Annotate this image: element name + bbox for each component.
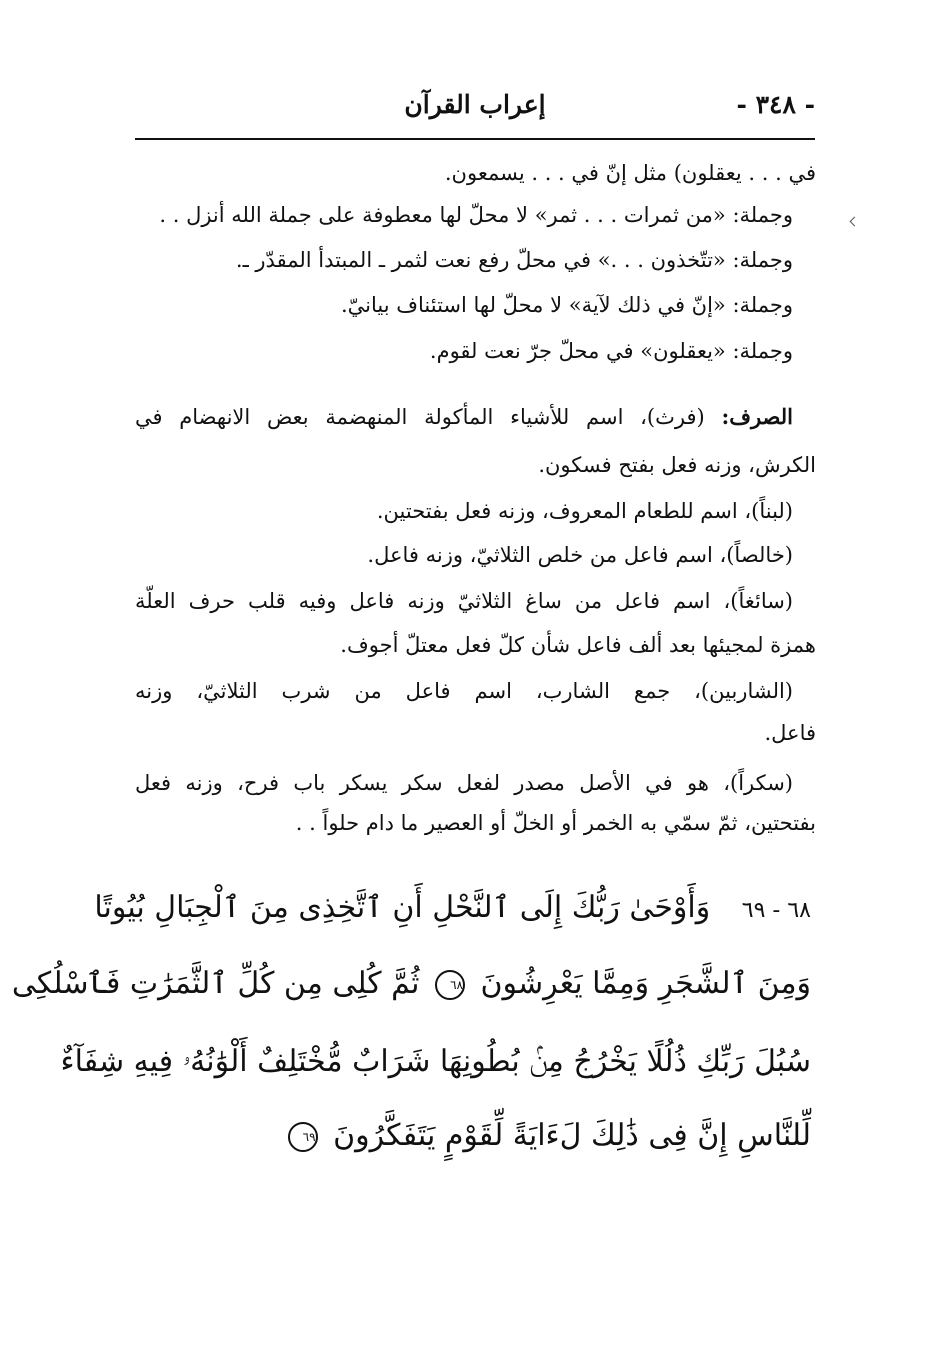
verse-text: وَمِنَ ٱلشَّجَرِ وَمِمَّا يَعْرِشُونَ [480,966,811,1001]
sarf-line-3: (لبناً)، اسم للطعام المعروف، وزنه فعل بفتحتين. [376,499,793,523]
sarf-line-1 [135,402,793,432]
margin-tick-icon [850,217,860,227]
body-line: في . . . يعقلون) مثل إنّ في . . . يسمعون. [444,161,816,185]
verse-text: ثُمَّ كُلِى مِن كُلِّ ٱلثَّمَرَٰتِ فَٱسْلُكِى [11,966,420,1001]
page-header [135,88,815,128]
book-title: إعراب القرآن [404,90,546,119]
sarf-line-10: بفتحتين، ثمّ سمّي به الخمر أو الخلّ أو العصير ما دام حلواً . . [295,811,816,835]
body-line: وجملة: «تتّخذون . . .» في محلّ رفع نعت لثمر ـ المبتدأ المقدّر ـ. [235,248,793,272]
ayah-end-marker-icon: ٦٨ [435,970,465,1000]
quran-verse-line-3: سُبُلَ رَبِّكِ ذُلُلًا يَخْرُجُ مِنۢ بُطُونِهَا شَرَابٌ مُّخْتَلِفٌ أَلْوَٰنُهُۥ فِيهِ شِفَآءٌ [60,1044,811,1079]
page-number: - ٣٤٨ - [736,90,815,119]
sarf-line-2: الكرش، وزنه فعل بفتح فسكون. [538,453,816,477]
verse-number-label: ٦٨ - ٦٩ [741,898,811,923]
verse-text: لِّلنَّاسِ إِنَّ فِى ذَٰلِكَ لَءَايَةً لِّقَوْمٍ يَتَفَكَّرُونَ [333,1118,811,1153]
verse-text: وَأَوْحَىٰ رَبُّكَ إِلَى ٱلنَّحْلِ أَنِ ٱتَّخِذِى مِنَ ٱلْجِبَالِ بُيُوتًا [94,890,711,925]
sarf-text: (فرث)، اسم للأشياء المأكولة المنهضمة بعض الانهضام في [135,405,705,429]
quran-verse-line-2 [11,962,811,1006]
ayah-end-marker-icon: ٦٩ [288,1122,318,1152]
quran-verse-line-4 [302,1114,811,1158]
sarf-line-4: (خالصاً)، اسم فاعل من خلص الثلاثيّ، وزنه فاعل. [367,543,793,567]
sarf-line-5: (سائغاً)، اسم فاعل من ساغ الثلاثيّ وزنه فاعل وفيه قلب حرف العلّة [135,589,794,613]
sarf-label: الصرف: [721,404,793,429]
sarf-line-8: فاعل. [764,721,816,745]
sarf-line-7: (الشاربين)، جمع الشارب، اسم فاعل من شرب الثلاثيّ، وزنه [135,679,793,703]
header-divider [135,138,815,140]
body-line: وجملة: «يعقلون» في محلّ جرّ نعت لقوم. [429,339,793,363]
body-line: وجملة: «من ثمرات . . . ثمر» لا محلّ لها معطوفة على جملة الله أنزل . . [159,203,793,227]
body-line: وجملة: «إنّ في ذلك لآية» لا محلّ لها استئناف بيانيّ. [340,293,793,317]
sarf-line-6: همزة لمجيئها بعد ألف فاعل شأن كلّ فعل معتلّ أجوف. [340,633,816,657]
quran-verse-line-1 [94,886,811,933]
sarf-line-9: (سكراً)، هو في الأصل مصدر لفعل سكر يسكر باب فرح، وزنه فعل [135,771,793,795]
